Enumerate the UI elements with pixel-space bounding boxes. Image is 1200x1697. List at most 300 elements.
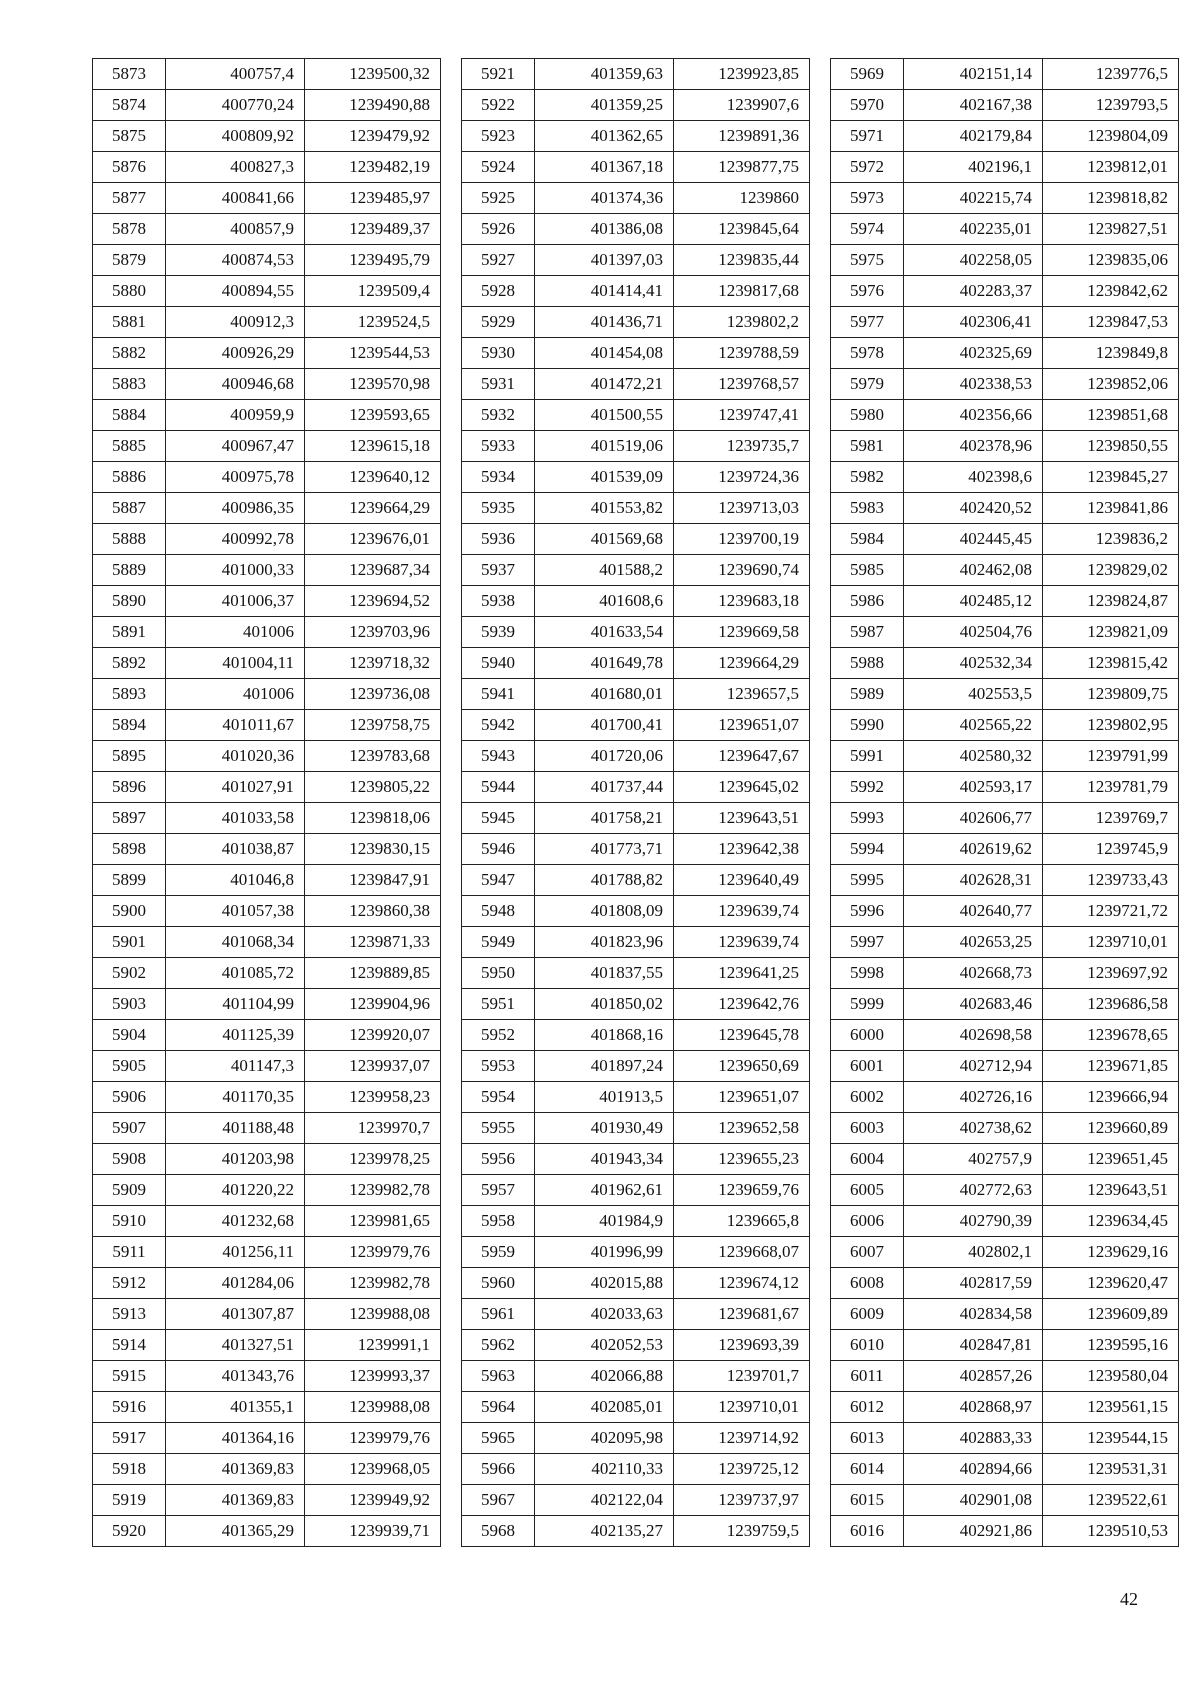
point-number-cell: 5960 (462, 1268, 535, 1299)
y-coordinate-cell: 1239889,85 (305, 958, 441, 989)
x-coordinate-cell: 401367,18 (535, 152, 674, 183)
table-row (462, 1516, 810, 1547)
x-coordinate-cell: 401472,21 (535, 369, 674, 400)
y-coordinate-cell: 1239821,09 (1043, 617, 1179, 648)
y-coordinate-cell: 1239769,7 (1043, 803, 1179, 834)
x-coordinate-cell: 401170,35 (166, 1082, 305, 1113)
y-coordinate-cell: 1239842,62 (1043, 276, 1179, 307)
x-coordinate-cell: 401897,24 (535, 1051, 674, 1082)
table-row (462, 958, 810, 989)
table-row (93, 586, 441, 617)
table-row (93, 369, 441, 400)
point-number-cell: 5878 (93, 214, 166, 245)
y-coordinate-cell: 1239852,06 (1043, 369, 1179, 400)
x-coordinate-cell: 401788,82 (535, 865, 674, 896)
x-coordinate-cell: 401057,38 (166, 896, 305, 927)
table-row (831, 1020, 1179, 1051)
point-number-cell: 5929 (462, 307, 535, 338)
table-row (831, 1361, 1179, 1392)
y-coordinate-cell: 1239850,55 (1043, 431, 1179, 462)
x-coordinate-cell: 401085,72 (166, 958, 305, 989)
x-coordinate-cell: 401633,54 (535, 617, 674, 648)
point-number-cell: 5887 (93, 493, 166, 524)
y-coordinate-cell: 1239678,65 (1043, 1020, 1179, 1051)
point-number-cell: 5990 (831, 710, 904, 741)
table-row (93, 1082, 441, 1113)
y-coordinate-cell: 1239697,92 (1043, 958, 1179, 989)
x-coordinate-cell: 402085,01 (535, 1392, 674, 1423)
table-row (831, 586, 1179, 617)
x-coordinate-cell: 401808,09 (535, 896, 674, 927)
table-row (462, 1020, 810, 1051)
table-row (831, 989, 1179, 1020)
x-coordinate-cell: 402738,62 (904, 1113, 1043, 1144)
point-number-cell: 5886 (93, 462, 166, 493)
x-coordinate-cell: 402817,59 (904, 1268, 1043, 1299)
x-coordinate-cell: 401737,44 (535, 772, 674, 803)
point-number-cell: 5949 (462, 927, 535, 958)
table-row (831, 896, 1179, 927)
table-row (831, 1144, 1179, 1175)
point-number-cell: 5918 (93, 1454, 166, 1485)
point-number-cell: 5954 (462, 1082, 535, 1113)
y-coordinate-cell: 1239544,53 (305, 338, 441, 369)
table-row (831, 307, 1179, 338)
point-number-cell: 5903 (93, 989, 166, 1020)
x-coordinate-cell: 401386,08 (535, 214, 674, 245)
point-number-cell: 6008 (831, 1268, 904, 1299)
y-coordinate-cell: 1239920,07 (305, 1020, 441, 1051)
y-coordinate-cell: 1239768,57 (674, 369, 810, 400)
x-coordinate-cell: 401104,99 (166, 989, 305, 1020)
table-row (462, 710, 810, 741)
y-coordinate-cell: 1239791,99 (1043, 741, 1179, 772)
y-coordinate-cell: 1239710,01 (674, 1392, 810, 1423)
point-number-cell: 6006 (831, 1206, 904, 1237)
y-coordinate-cell: 1239657,5 (674, 679, 810, 710)
y-coordinate-cell: 1239629,16 (1043, 1237, 1179, 1268)
y-coordinate-cell: 1239735,7 (674, 431, 810, 462)
y-coordinate-cell: 1239489,37 (305, 214, 441, 245)
y-coordinate-cell: 1239979,76 (305, 1237, 441, 1268)
x-coordinate-cell: 401588,2 (535, 555, 674, 586)
point-number-cell: 6002 (831, 1082, 904, 1113)
point-number-cell: 5893 (93, 679, 166, 710)
x-coordinate-cell: 401436,71 (535, 307, 674, 338)
x-coordinate-cell: 401365,29 (166, 1516, 305, 1547)
point-number-cell: 5945 (462, 803, 535, 834)
table-row (93, 679, 441, 710)
table-row (462, 1299, 810, 1330)
x-coordinate-cell: 401006 (166, 679, 305, 710)
y-coordinate-cell: 1239570,98 (305, 369, 441, 400)
table-row (462, 555, 810, 586)
x-coordinate-cell: 402179,84 (904, 121, 1043, 152)
table-row (462, 617, 810, 648)
y-coordinate-cell: 1239664,29 (674, 648, 810, 679)
y-coordinate-cell: 1239937,07 (305, 1051, 441, 1082)
x-coordinate-cell: 401414,41 (535, 276, 674, 307)
table-row (93, 276, 441, 307)
table-row (462, 896, 810, 927)
x-coordinate-cell: 400912,3 (166, 307, 305, 338)
table-row (831, 214, 1179, 245)
x-coordinate-cell: 402462,08 (904, 555, 1043, 586)
table-row (831, 276, 1179, 307)
table-row (462, 276, 810, 307)
y-coordinate-cell: 1239958,23 (305, 1082, 441, 1113)
x-coordinate-cell: 401720,06 (535, 741, 674, 772)
point-number-cell: 5993 (831, 803, 904, 834)
y-coordinate-cell: 1239802,2 (674, 307, 810, 338)
point-number-cell: 6010 (831, 1330, 904, 1361)
y-coordinate-cell: 1239643,51 (1043, 1175, 1179, 1206)
table-row (462, 462, 810, 493)
table-row (462, 1454, 810, 1485)
y-coordinate-cell: 1239725,12 (674, 1454, 810, 1485)
table-row (831, 1423, 1179, 1454)
point-number-cell: 5995 (831, 865, 904, 896)
point-number-cell: 5913 (93, 1299, 166, 1330)
x-coordinate-cell: 402580,32 (904, 741, 1043, 772)
y-coordinate-cell: 1239871,33 (305, 927, 441, 958)
point-number-cell: 5892 (93, 648, 166, 679)
point-number-cell: 5880 (93, 276, 166, 307)
y-coordinate-cell: 1239544,15 (1043, 1423, 1179, 1454)
y-coordinate-cell: 1239642,76 (674, 989, 810, 1020)
point-number-cell: 5875 (93, 121, 166, 152)
x-coordinate-cell: 401364,16 (166, 1423, 305, 1454)
y-coordinate-cell: 1239968,05 (305, 1454, 441, 1485)
point-number-cell: 5895 (93, 741, 166, 772)
y-coordinate-cell: 1239701,7 (674, 1361, 810, 1392)
table-row (93, 338, 441, 369)
table-row (831, 1082, 1179, 1113)
table-row (93, 865, 441, 896)
point-number-cell: 6004 (831, 1144, 904, 1175)
y-coordinate-cell: 1239693,39 (674, 1330, 810, 1361)
point-number-cell: 5897 (93, 803, 166, 834)
table-row (462, 90, 810, 121)
y-coordinate-cell: 1239671,85 (1043, 1051, 1179, 1082)
table-row (831, 121, 1179, 152)
table-row (831, 803, 1179, 834)
x-coordinate-cell: 402726,16 (904, 1082, 1043, 1113)
point-number-cell: 5987 (831, 617, 904, 648)
x-coordinate-cell: 402445,45 (904, 524, 1043, 555)
table-row (93, 1330, 441, 1361)
x-coordinate-cell: 401020,36 (166, 741, 305, 772)
point-number-cell: 5915 (93, 1361, 166, 1392)
table-row (462, 183, 810, 214)
y-coordinate-cell: 1239595,16 (1043, 1330, 1179, 1361)
y-coordinate-cell: 1239847,91 (305, 865, 441, 896)
table-row (831, 1330, 1179, 1361)
y-coordinate-cell: 1239758,75 (305, 710, 441, 741)
point-number-cell: 5942 (462, 710, 535, 741)
table-row (462, 1485, 810, 1516)
y-coordinate-cell: 1239737,97 (674, 1485, 810, 1516)
table-row (462, 772, 810, 803)
y-coordinate-cell: 1239804,09 (1043, 121, 1179, 152)
table-row (831, 834, 1179, 865)
x-coordinate-cell: 402356,66 (904, 400, 1043, 431)
table-row (462, 307, 810, 338)
x-coordinate-cell: 401011,67 (166, 710, 305, 741)
table-row (93, 803, 441, 834)
x-coordinate-cell: 402398,6 (904, 462, 1043, 493)
x-coordinate-cell: 402258,05 (904, 245, 1043, 276)
x-coordinate-cell: 402532,34 (904, 648, 1043, 679)
x-coordinate-cell: 402653,25 (904, 927, 1043, 958)
y-coordinate-cell: 1239643,51 (674, 803, 810, 834)
x-coordinate-cell: 401649,78 (535, 648, 674, 679)
table-row (831, 369, 1179, 400)
x-coordinate-cell: 401000,33 (166, 555, 305, 586)
table-row (831, 1392, 1179, 1423)
point-number-cell: 5923 (462, 121, 535, 152)
point-number-cell: 5883 (93, 369, 166, 400)
y-coordinate-cell: 1239718,32 (305, 648, 441, 679)
point-number-cell: 5930 (462, 338, 535, 369)
table-row (93, 400, 441, 431)
x-coordinate-cell: 401220,22 (166, 1175, 305, 1206)
point-number-cell: 5962 (462, 1330, 535, 1361)
y-coordinate-cell: 1239645,02 (674, 772, 810, 803)
point-number-cell: 5924 (462, 152, 535, 183)
y-coordinate-cell: 1239860,38 (305, 896, 441, 927)
table-row (831, 431, 1179, 462)
x-coordinate-cell: 402033,63 (535, 1299, 674, 1330)
x-coordinate-cell: 401850,02 (535, 989, 674, 1020)
y-coordinate-cell: 1239824,87 (1043, 586, 1179, 617)
y-coordinate-cell: 1239651,07 (674, 1082, 810, 1113)
y-coordinate-cell: 1239877,75 (674, 152, 810, 183)
table-row (462, 1144, 810, 1175)
point-number-cell: 6009 (831, 1299, 904, 1330)
x-coordinate-cell: 400874,53 (166, 245, 305, 276)
y-coordinate-cell: 1239991,1 (305, 1330, 441, 1361)
x-coordinate-cell: 401962,61 (535, 1175, 674, 1206)
y-coordinate-cell: 1239640,12 (305, 462, 441, 493)
x-coordinate-cell: 402504,76 (904, 617, 1043, 648)
table-row (93, 648, 441, 679)
point-number-cell: 5919 (93, 1485, 166, 1516)
x-coordinate-cell: 402122,04 (535, 1485, 674, 1516)
point-number-cell: 5946 (462, 834, 535, 865)
x-coordinate-cell: 402052,53 (535, 1330, 674, 1361)
point-number-cell: 5877 (93, 183, 166, 214)
y-coordinate-cell: 1239982,78 (305, 1268, 441, 1299)
point-number-cell: 5968 (462, 1516, 535, 1547)
table-row (93, 958, 441, 989)
table-row (93, 772, 441, 803)
y-coordinate-cell: 1239788,59 (674, 338, 810, 369)
point-number-cell: 5940 (462, 648, 535, 679)
y-coordinate-cell: 1239781,79 (1043, 772, 1179, 803)
table-row (831, 1485, 1179, 1516)
point-number-cell: 6016 (831, 1516, 904, 1547)
y-coordinate-cell: 1239687,34 (305, 555, 441, 586)
table-row (93, 245, 441, 276)
table-row (93, 1113, 441, 1144)
x-coordinate-cell: 402847,81 (904, 1330, 1043, 1361)
x-coordinate-cell: 400827,3 (166, 152, 305, 183)
point-number-cell: 5994 (831, 834, 904, 865)
x-coordinate-cell: 402698,58 (904, 1020, 1043, 1051)
y-coordinate-cell: 1239783,68 (305, 741, 441, 772)
y-coordinate-cell: 1239634,45 (1043, 1206, 1179, 1237)
x-coordinate-cell: 401362,65 (535, 121, 674, 152)
table-row (462, 152, 810, 183)
table-row (462, 927, 810, 958)
point-number-cell: 5969 (831, 59, 904, 90)
point-number-cell: 5966 (462, 1454, 535, 1485)
table-row (831, 462, 1179, 493)
y-coordinate-cell: 1239724,36 (674, 462, 810, 493)
point-number-cell: 5998 (831, 958, 904, 989)
y-coordinate-cell: 1239733,43 (1043, 865, 1179, 896)
x-coordinate-cell: 401519,06 (535, 431, 674, 462)
table-row (462, 369, 810, 400)
point-number-cell: 6001 (831, 1051, 904, 1082)
x-coordinate-cell: 401930,49 (535, 1113, 674, 1144)
y-coordinate-cell: 1239664,29 (305, 493, 441, 524)
table-row (831, 555, 1179, 586)
y-coordinate-cell: 1239776,5 (1043, 59, 1179, 90)
table-row (831, 1206, 1179, 1237)
table-row (462, 338, 810, 369)
point-number-cell: 5955 (462, 1113, 535, 1144)
table-row (93, 1392, 441, 1423)
point-number-cell: 5927 (462, 245, 535, 276)
y-coordinate-cell: 1239835,44 (674, 245, 810, 276)
table-row (831, 1454, 1179, 1485)
x-coordinate-cell: 400757,4 (166, 59, 305, 90)
table-row (462, 1268, 810, 1299)
x-coordinate-cell: 402712,94 (904, 1051, 1043, 1082)
table-row (831, 90, 1179, 121)
table-row (831, 958, 1179, 989)
point-number-cell: 5873 (93, 59, 166, 90)
y-coordinate-cell: 1239660,89 (1043, 1113, 1179, 1144)
point-number-cell: 5881 (93, 307, 166, 338)
y-coordinate-cell: 1239815,42 (1043, 648, 1179, 679)
y-coordinate-cell: 1239615,18 (305, 431, 441, 462)
x-coordinate-cell: 402215,74 (904, 183, 1043, 214)
x-coordinate-cell: 402306,41 (904, 307, 1043, 338)
point-number-cell: 6007 (831, 1237, 904, 1268)
point-number-cell: 5947 (462, 865, 535, 896)
y-coordinate-cell: 1239805,22 (305, 772, 441, 803)
y-coordinate-cell: 1239609,89 (1043, 1299, 1179, 1330)
point-number-cell: 5964 (462, 1392, 535, 1423)
point-number-cell: 5944 (462, 772, 535, 803)
table-row (462, 1237, 810, 1268)
table-row (462, 1423, 810, 1454)
point-number-cell: 5996 (831, 896, 904, 927)
x-coordinate-cell: 401232,68 (166, 1206, 305, 1237)
table-row (93, 555, 441, 586)
table-row (831, 1268, 1179, 1299)
x-coordinate-cell: 401996,99 (535, 1237, 674, 1268)
point-number-cell: 5958 (462, 1206, 535, 1237)
point-number-cell: 5986 (831, 586, 904, 617)
x-coordinate-cell: 402151,14 (904, 59, 1043, 90)
x-coordinate-cell: 400926,29 (166, 338, 305, 369)
point-number-cell: 5931 (462, 369, 535, 400)
point-number-cell: 5894 (93, 710, 166, 741)
table-row (93, 1237, 441, 1268)
x-coordinate-cell: 400959,9 (166, 400, 305, 431)
point-number-cell: 5939 (462, 617, 535, 648)
table-row (831, 865, 1179, 896)
table-row (462, 679, 810, 710)
point-number-cell: 5914 (93, 1330, 166, 1361)
point-number-cell: 5952 (462, 1020, 535, 1051)
table-row (831, 1516, 1179, 1547)
x-coordinate-cell: 402772,63 (904, 1175, 1043, 1206)
point-number-cell: 5972 (831, 152, 904, 183)
table-row (93, 1361, 441, 1392)
x-coordinate-cell: 402167,38 (904, 90, 1043, 121)
y-coordinate-cell: 1239836,2 (1043, 524, 1179, 555)
point-number-cell: 5920 (93, 1516, 166, 1547)
y-coordinate-cell: 1239700,19 (674, 524, 810, 555)
x-coordinate-cell: 400986,35 (166, 493, 305, 524)
y-coordinate-cell: 1239666,94 (1043, 1082, 1179, 1113)
point-number-cell: 5943 (462, 741, 535, 772)
table-row (462, 741, 810, 772)
y-coordinate-cell: 1239659,76 (674, 1175, 810, 1206)
point-number-cell: 5967 (462, 1485, 535, 1516)
x-coordinate-cell: 401773,71 (535, 834, 674, 865)
x-coordinate-cell: 401680,01 (535, 679, 674, 710)
x-coordinate-cell: 401033,58 (166, 803, 305, 834)
y-coordinate-cell: 1239793,5 (1043, 90, 1179, 121)
table-row (93, 214, 441, 245)
y-coordinate-cell: 1239891,36 (674, 121, 810, 152)
point-number-cell: 5974 (831, 214, 904, 245)
y-coordinate-cell: 1239561,15 (1043, 1392, 1179, 1423)
x-coordinate-cell: 401046,8 (166, 865, 305, 896)
point-number-cell: 5921 (462, 59, 535, 90)
x-coordinate-cell: 402565,22 (904, 710, 1043, 741)
y-coordinate-cell: 1239818,82 (1043, 183, 1179, 214)
x-coordinate-cell: 401147,3 (166, 1051, 305, 1082)
table-row (831, 1051, 1179, 1082)
coordinates-table-1 (92, 58, 441, 1547)
table-row (462, 59, 810, 90)
point-number-cell: 5957 (462, 1175, 535, 1206)
point-number-cell: 5956 (462, 1144, 535, 1175)
y-coordinate-cell: 1239981,65 (305, 1206, 441, 1237)
table-row (93, 90, 441, 121)
point-number-cell: 5889 (93, 555, 166, 586)
coordinates-table-2 (461, 58, 810, 1547)
x-coordinate-cell: 402683,46 (904, 989, 1043, 1020)
table-row (462, 524, 810, 555)
x-coordinate-cell: 401539,09 (535, 462, 674, 493)
point-number-cell: 5926 (462, 214, 535, 245)
table-row (462, 493, 810, 524)
x-coordinate-cell: 402378,96 (904, 431, 1043, 462)
y-coordinate-cell: 1239736,08 (305, 679, 441, 710)
point-number-cell: 5925 (462, 183, 535, 214)
point-number-cell: 5904 (93, 1020, 166, 1051)
table-row (93, 1144, 441, 1175)
x-coordinate-cell: 402283,37 (904, 276, 1043, 307)
